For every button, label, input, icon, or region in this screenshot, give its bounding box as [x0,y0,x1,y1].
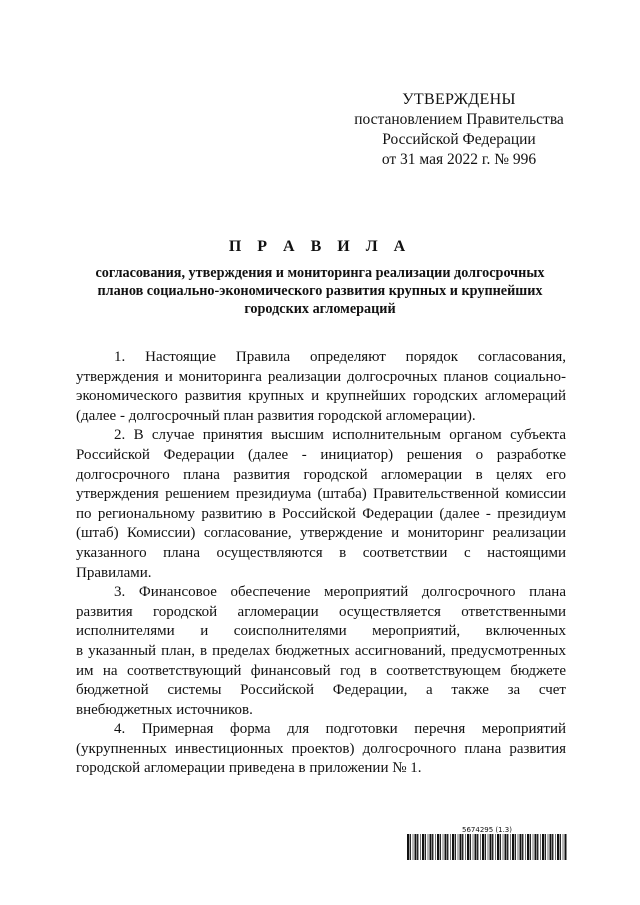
subtitle-line: планов социально-экономического развития крупных и крупнейших [97,283,543,299]
paragraph-line: 3. Финансовое обеспечение мероприятий долгосрочного плана [114,584,566,601]
paragraph-line: (укрупненных инвестиционных проектов) долгосрочного плана развития [76,740,566,757]
barcode-image [407,834,567,860]
paragraph-line: утверждения решением президиума (штаба) Правительственной комиссии [76,486,566,503]
paragraph-line: 1. Настоящие Правила определяют порядок согласования, [114,349,566,365]
barcode-block [407,826,567,860]
paragraph-line: бюджетной системы Российской Федерации, а также за счет [76,682,566,699]
paragraph-line: долгосрочного плана развития городской агломерации в целях его [76,466,566,483]
paragraph [76,584,566,721]
paragraph-line: 4. Примерная форма для подготовки перечня мероприятий [114,721,566,738]
paragraph-line: утверждения и мониторинга реализации долгосрочных планов социально- [76,368,566,385]
paragraph-line: по региональному развитию в Российской Федерации (далее - президиум [76,505,566,522]
paragraph-line: внебюджетных источников. [76,701,253,718]
paragraph-line: экономического развития крупных и крупнейших городских агломераций [76,388,566,405]
paragraph [76,349,566,427]
document-title: П Р А В И Л А [228,238,412,255]
paragraph-line: развития городской агломерации осуществляется ответственными [76,603,566,620]
paragraph-line: (далее - долгосрочный план развития городской агломерации). [76,407,476,424]
paragraph [76,721,566,780]
approval-line: постановлением Правительства [354,111,564,128]
paragraph [76,427,566,584]
subtitle-line: городских агломераций [244,301,396,317]
paragraph-line: Российской Федерации (далее - инициатор) решения о разработке [76,446,566,463]
subtitle-line: согласования, утверждения и мониторинга реализации долгосрочных [95,265,545,281]
paragraph-line: в указанный план, в пределах бюджетных ассигнований, предусмотренных [76,642,566,659]
paragraph-line: 2. В случае принятия высшим исполнительным органом субъекта [114,427,566,444]
paragraph-line: исполнителями и соисполнителями мероприятий, включенных [76,623,566,640]
approval-stamp [344,90,574,170]
paragraph-line: указанного плана осуществляются в соответствии с настоящими [76,544,566,561]
approval-heading: УТВЕРЖДЕНЫ [402,91,516,108]
approval-date-number: от 31 мая 2022 г. № 996 [381,151,537,168]
paragraph-line: Правилами. [76,564,152,581]
barcode-label: 5674295 (1.3) [462,826,512,834]
paragraph-line: (штаб) Комиссии) согласование, утверждение и мониторинг реализации [76,525,566,542]
document-subtitle [78,264,562,318]
approval-line: Российской Федерации [382,131,536,148]
document-body [76,349,566,780]
paragraph-line: им на соответствующий финансовый год в соответствующем бюджете [76,662,566,679]
paragraph-line: городской агломерации приведена в приложении № 1. [76,760,422,777]
